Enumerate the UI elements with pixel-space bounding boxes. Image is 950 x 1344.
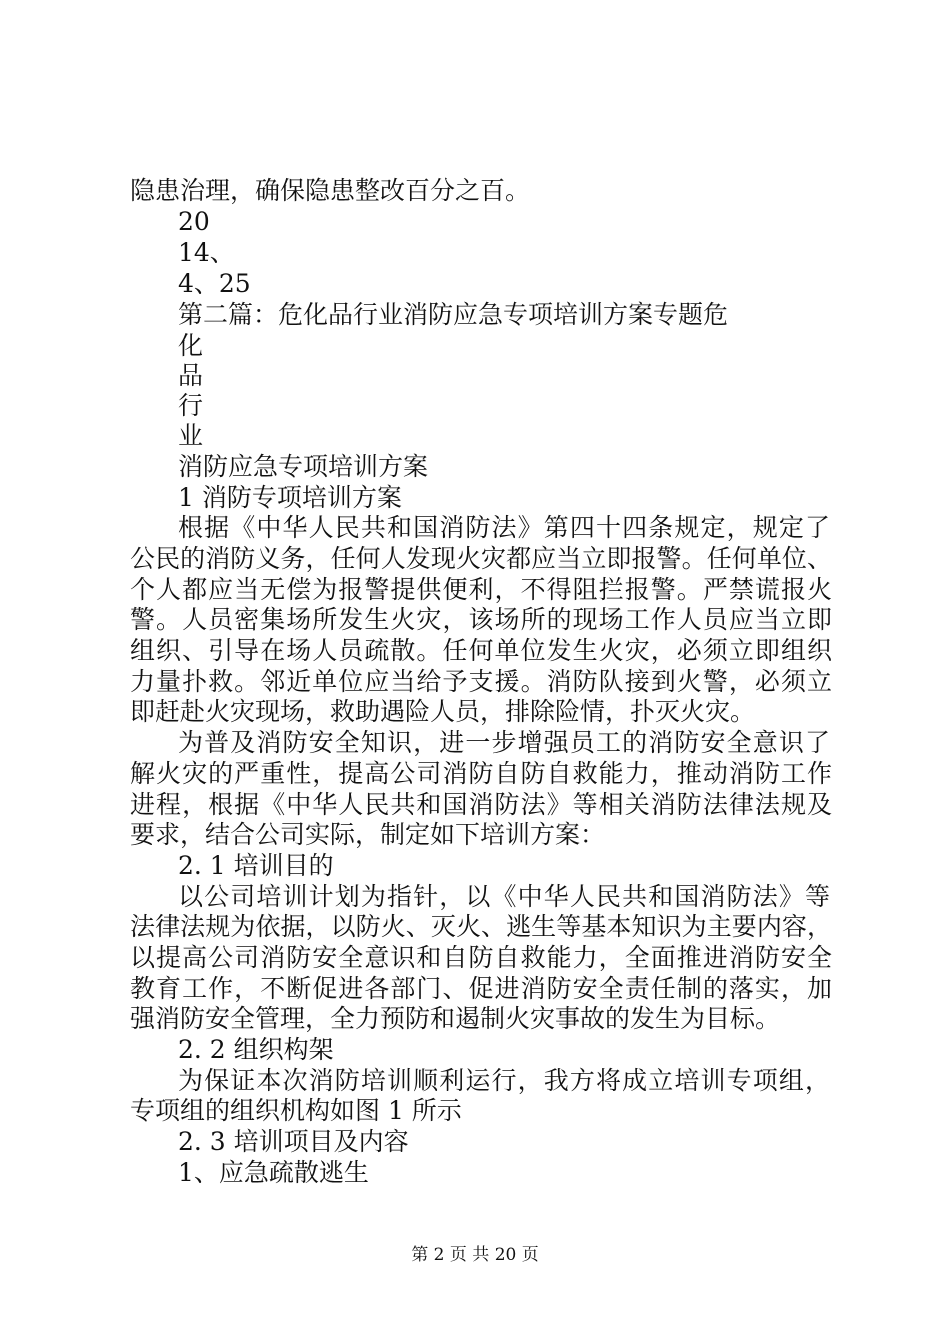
section-heading: 第二篇：危化品行业消防应急专项培训方案专题危 <box>178 300 729 329</box>
list-item: 1、应急疏散逃生 <box>178 1158 369 1187</box>
section-heading: 2. 1 培训目的 <box>178 851 334 880</box>
paragraph-line: 以提高公司消防安全意识和自防自救能力，全面推进消防安全 <box>130 943 832 972</box>
section-heading: 1 消防专项培训方案 <box>178 483 402 512</box>
paragraph-line: 要求，结合公司实际，制定如下培训方案： <box>130 820 606 849</box>
paragraph-line: 为普及消防安全知识，进一步增强员工的消防安全意识了 <box>178 728 830 757</box>
text-line: 隐患治理，确保隐患整改百分之百。 <box>130 176 531 205</box>
paragraph-line: 强消防安全管理，全力预防和遏制火灾事故的发生为目标。 <box>130 1004 781 1033</box>
paragraph-line: 根据《中华人民共和国消防法》第四十四条规定，规定了 <box>178 513 830 542</box>
paragraph-line: 进程，根据《中华人民共和国消防法》等相关消防法律法规及 <box>130 790 832 819</box>
paragraph-line: 解火灾的严重性，提高公司消防自防自救能力，推动消防工作 <box>130 759 832 788</box>
page-number-footer: 第 2 页 共 20 页 <box>411 1245 539 1265</box>
text-line: 14、 <box>178 238 235 267</box>
paragraph-line: 专项组的组织机构如图 1 所示 <box>130 1096 462 1125</box>
paragraph-line: 公民的消防义务，任何人发现火灾都应当立即报警。任何单位、 <box>130 544 832 573</box>
section-heading: 2. 3 培训项目及内容 <box>178 1127 409 1156</box>
section-heading: 2. 2 组织构架 <box>178 1035 334 1064</box>
paragraph-line: 组织、引导在场人员疏散。任何单位发生火灾，必须立即组织 <box>130 636 832 665</box>
paragraph-line: 个人都应当无偿为报警提供便利，不得阻拦报警。严禁谎报火 <box>130 575 832 604</box>
text-line: 业 <box>178 421 204 450</box>
text-line: 化 <box>178 331 204 360</box>
paragraph-line: 以公司培训计划为指针，以《中华人民共和国消防法》等 <box>178 882 830 911</box>
text-line: 20 <box>178 207 210 236</box>
paragraph-line: 警。人员密集场所发生火灾，该场所的现场工作人员应当立即 <box>130 605 832 634</box>
text-line: 品 <box>178 361 204 390</box>
paragraph-line: 教育工作，不断促进各部门、促进消防安全责任制的落实，加 <box>130 974 832 1003</box>
document-title: 消防应急专项培训方案 <box>178 452 429 481</box>
paragraph-line: 为保证本次消防培训顺利运行，我方将成立培训专项组， <box>178 1066 830 1095</box>
text-line: 4、25 <box>178 269 251 298</box>
paragraph-line: 即赶赴火灾现场，救助遇险人员，排除险情，扑灭火灾。 <box>130 697 756 726</box>
paragraph-line: 力量扑救。邻近单位应当给予支援。消防队接到火警，必须立 <box>130 667 832 696</box>
paragraph-line: 法律法规为依据，以防火、灭火、逃生等基本知识为主要内容， <box>130 912 832 941</box>
text-line: 行 <box>178 391 204 420</box>
